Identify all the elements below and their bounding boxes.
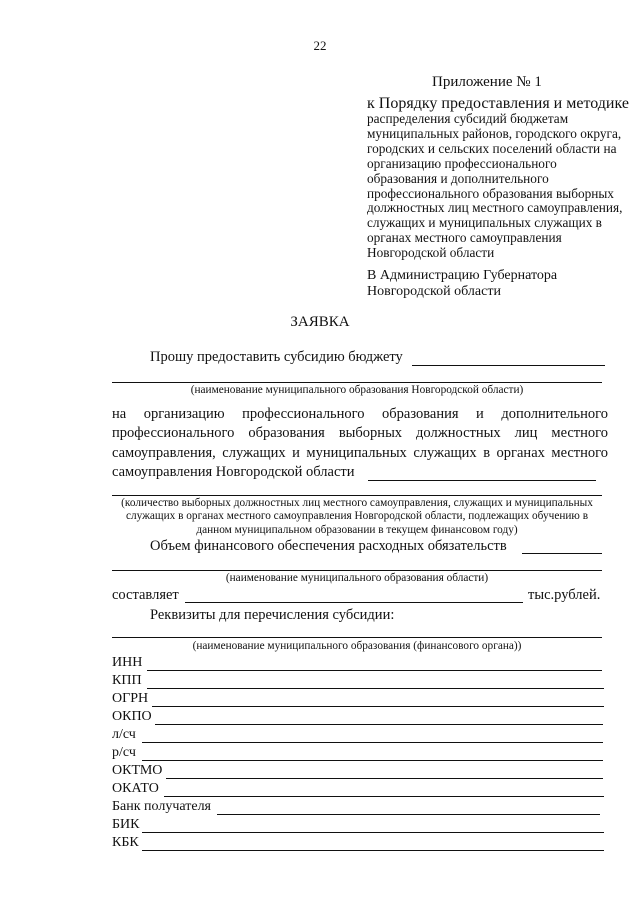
municipality-name-field[interactable] [112, 382, 602, 383]
field-label-kbk: КБК [112, 835, 139, 850]
addressee [367, 268, 557, 299]
caption-municipality-region: (наименование муниципального образования области) [225, 572, 489, 584]
bik-field[interactable] [142, 832, 604, 833]
page-number: 22 [313, 38, 327, 53]
caption-finance: (наименование муниципального образования (финансового органа)) [192, 640, 522, 652]
okpo-field[interactable] [155, 724, 603, 725]
field-label-oktmo: ОКТМО [112, 763, 163, 778]
kbk-field[interactable] [142, 850, 604, 851]
amount-prefix: составляет [112, 587, 179, 603]
funding-inline-field[interactable] [522, 553, 602, 554]
field-label-kpp: КПП [112, 673, 142, 688]
field-label-okato: ОКАТО [112, 781, 159, 796]
addressee-line-2: Новгородской области [367, 283, 501, 299]
municipality-region-field[interactable] [112, 570, 602, 571]
amount-field[interactable] [185, 602, 523, 603]
appendix-reference [367, 95, 629, 261]
purpose-paragraph [112, 405, 608, 483]
field-label-bank: Банк получателя [112, 799, 211, 814]
inn-field[interactable] [147, 670, 602, 671]
caption-municipality: (наименование муниципального образования Новгородской области) [190, 384, 524, 396]
field-label-bik: БИК [112, 817, 140, 832]
okato-field[interactable] [164, 796, 604, 797]
requisites-heading: Реквизиты для перечисления субсидии: [150, 607, 395, 623]
caption-count: (количество выборных должностных лиц местного самоуправления, служащих и муниципальных служащих в органах местного самоуправления Новгородской области, подлежащих обучению в данном муниципальном образовании в текущем финансовом году) [121, 497, 593, 536]
field-label-ls: л/сч [112, 727, 136, 742]
field-label-inn: ИНН [112, 655, 143, 670]
field-label-okpo: ОКПО [112, 709, 152, 724]
appendix-title: Приложение № 1 [432, 74, 542, 90]
appendix-line-1: к Порядку предоставления и методике [367, 95, 629, 112]
count-field[interactable] [112, 495, 602, 496]
field-label-rs: р/сч [112, 745, 136, 760]
addressee-line-1: В Администрацию Губернатора [367, 268, 558, 283]
budget-recipient-field[interactable] [412, 365, 605, 366]
finance-body-field[interactable] [112, 637, 602, 638]
amount-suffix: тыс.рублей. [528, 587, 601, 603]
purpose-text: на организацию профессионального образования и дополнительного профессионального образования выборных должностных лиц местного самоуправления, служащих и муниципальных служащих в органах местного самоуправления Новгородской области [112, 406, 608, 481]
field-label-ogrn: ОГРН [112, 691, 149, 706]
request-text: Прошу предоставить субсидию бюджету [150, 349, 403, 365]
kpp-field[interactable] [147, 688, 604, 689]
ls-field[interactable] [142, 742, 603, 743]
appendix-text: распределения субсидий бюджетам муниципальных районов, городского округа, городских и сельских поселений области на организацию профессионального образования и дополнительного профессионального образования выборных должностных лиц местного самоуправления, служащих и муниципальных служащих в органах местного самоуправления Новгородской области [367, 111, 623, 261]
funding-text: Объем финансового обеспечения расходных обязательств [150, 538, 507, 554]
document-title: ЗАЯВКА [290, 314, 350, 330]
count-field-inline[interactable] [368, 480, 596, 481]
ogrn-field[interactable] [152, 706, 604, 707]
bank-field[interactable] [217, 814, 600, 815]
oktmo-field[interactable] [166, 778, 603, 779]
rs-field[interactable] [142, 760, 603, 761]
